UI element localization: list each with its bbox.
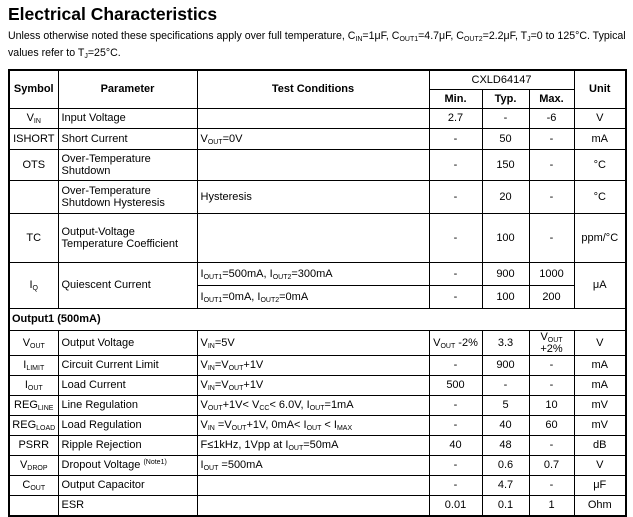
cell-symbol: $V_{DROP}$ bbox=[9, 455, 58, 475]
cell-min: - bbox=[429, 355, 482, 375]
cell-test-condition: $I_{OUT} =500mA$ bbox=[197, 455, 429, 475]
cell-typ: 900 bbox=[482, 262, 529, 285]
cell-test-condition bbox=[197, 149, 429, 180]
cell-parameter: Over-Temperature Shutdown Hysteresis bbox=[58, 180, 197, 213]
table-row bbox=[9, 128, 626, 149]
cell-parameter: Output-Voltage Temperature Coefficient bbox=[58, 213, 197, 262]
cell-max: - bbox=[529, 475, 574, 495]
cell-typ: 50 bbox=[482, 128, 529, 149]
table-row bbox=[9, 180, 626, 213]
cell-test-condition: $I_{OUT1}=0mA$, $I_{OUT2}=0mA$ bbox=[197, 285, 429, 308]
cell-min: 0.01 bbox=[429, 495, 482, 516]
cell-test-condition: $V_{IN}=5V$ bbox=[197, 330, 429, 355]
cell-symbol bbox=[9, 495, 58, 516]
cell-max: - bbox=[529, 128, 574, 149]
col-header-min: Min. bbox=[429, 89, 482, 108]
cell-typ: 900 bbox=[482, 355, 529, 375]
table-row bbox=[9, 149, 626, 180]
cell-typ: 3.3 bbox=[482, 330, 529, 355]
cell-min: - bbox=[429, 128, 482, 149]
cell-test-condition bbox=[197, 495, 429, 516]
table-row bbox=[9, 395, 626, 415]
table-row bbox=[9, 415, 626, 435]
cell-symbol: $V_{OUT}$ bbox=[9, 330, 58, 355]
col-header-max: Max. bbox=[529, 89, 574, 108]
table-row bbox=[9, 495, 626, 516]
cell-min: - bbox=[429, 285, 482, 308]
cell-parameter: Output Voltage bbox=[58, 330, 197, 355]
cell-unit: °C bbox=[574, 180, 626, 213]
cell-unit: Ohm bbox=[574, 495, 626, 516]
cell-min: 500 bbox=[429, 375, 482, 395]
cell-max: - bbox=[529, 180, 574, 213]
table-row-quiescent-1 bbox=[9, 262, 626, 285]
cell-max: 0.7 bbox=[529, 455, 574, 475]
cell-unit: mA bbox=[574, 128, 626, 149]
cell-unit: V bbox=[574, 455, 626, 475]
cell-symbol: $REG_{LINE}$ bbox=[9, 395, 58, 415]
cell-min: $V_{OUT}$ -2% bbox=[429, 330, 482, 355]
cell-unit: dB bbox=[574, 435, 626, 455]
cell-typ: 150 bbox=[482, 149, 529, 180]
cell-symbol: $V_{IN}$ bbox=[9, 108, 58, 128]
cell-symbol: OTS bbox=[9, 149, 58, 180]
col-header-unit: Unit bbox=[574, 70, 626, 108]
cell-parameter: Dropout Voltage $^{(Note1)}$ bbox=[58, 455, 197, 475]
cell-test-condition: $V_{IN} =V_{OUT}+1V$, $0mA< I_{OUT} < I_{MAX}$ bbox=[197, 415, 429, 435]
device-name-header: CXLD64147 bbox=[429, 70, 574, 89]
cell-min: - bbox=[429, 415, 482, 435]
cell-unit: mV bbox=[574, 415, 626, 435]
cell-symbol: $C_{OUT}$ bbox=[9, 475, 58, 495]
cell-max: - bbox=[529, 355, 574, 375]
cell-symbol: TC bbox=[9, 213, 58, 262]
cell-max: 10 bbox=[529, 395, 574, 415]
cell-min: 40 bbox=[429, 435, 482, 455]
page-title: Electrical Characteristics bbox=[8, 4, 218, 24]
table-row bbox=[9, 475, 626, 495]
cell-min: - bbox=[429, 149, 482, 180]
cell-max: 1000 bbox=[529, 262, 574, 285]
cell-parameter: Output Capacitor bbox=[58, 475, 197, 495]
cell-unit: mA bbox=[574, 355, 626, 375]
cell-unit: mV bbox=[574, 395, 626, 415]
cell-parameter: Ripple Rejection bbox=[58, 435, 197, 455]
cell-test-condition: F≤1kHz, 1Vpp at $I_{OUT}=50mA$ bbox=[197, 435, 429, 455]
cell-symbol bbox=[9, 180, 58, 213]
cell-symbol: $I_Q$ bbox=[9, 262, 58, 308]
table-row bbox=[9, 355, 626, 375]
cell-min: - bbox=[429, 262, 482, 285]
cell-parameter: ESR bbox=[58, 495, 197, 516]
cell-min: - bbox=[429, 395, 482, 415]
cell-min: - bbox=[429, 475, 482, 495]
cell-max: - bbox=[529, 149, 574, 180]
cell-min: - bbox=[429, 180, 482, 213]
cell-max: - bbox=[529, 435, 574, 455]
cell-unit: μF bbox=[574, 475, 626, 495]
cell-typ: 20 bbox=[482, 180, 529, 213]
cell-symbol: $REG_{LOAD}$ bbox=[9, 415, 58, 435]
table-row bbox=[9, 375, 626, 395]
cell-typ: 100 bbox=[482, 285, 529, 308]
cell-parameter: Input Voltage bbox=[58, 108, 197, 128]
cell-test-condition: $I_{OUT1}=500mA$, $I_{OUT2}=300mA$ bbox=[197, 262, 429, 285]
page-description: Unless otherwise noted these specifications apply over full temperature, $C_{IN}=1\mu F$, $C_{OUT1}=4.7\mu F$, $C_{OUT2}=2.2\mu F$, $T_J=0$ to 125°C. Typical values refer to $T_J=25^\circ C$. bbox=[8, 30, 626, 60]
cell-typ: 100 bbox=[482, 213, 529, 262]
cell-symbol: $I_{OUT}$ bbox=[9, 375, 58, 395]
cell-max: -6 bbox=[529, 108, 574, 128]
cell-parameter: Quiescent Current bbox=[58, 262, 197, 308]
table-row bbox=[9, 213, 626, 262]
cell-unit: V bbox=[574, 108, 626, 128]
cell-max: - bbox=[529, 213, 574, 262]
cell-parameter: Load Current bbox=[58, 375, 197, 395]
cell-unit: ppm/°C bbox=[574, 213, 626, 262]
cell-symbol: $I_{LIMIT}$ bbox=[9, 355, 58, 375]
cell-symbol: ISHORT bbox=[9, 128, 58, 149]
cell-typ: 0.6 bbox=[482, 455, 529, 475]
cell-test-condition bbox=[197, 475, 429, 495]
cell-parameter: Circuit Current Limit bbox=[58, 355, 197, 375]
col-header-test-conditions: Test Conditions bbox=[197, 70, 429, 108]
section-header-output1: Output1 (500mA) bbox=[9, 308, 626, 330]
electrical-characteristics-table bbox=[8, 69, 627, 517]
cell-max: 1 bbox=[529, 495, 574, 516]
col-header-typ: Typ. bbox=[482, 89, 529, 108]
cell-max: 200 bbox=[529, 285, 574, 308]
table-row bbox=[9, 330, 626, 355]
cell-min: 2.7 bbox=[429, 108, 482, 128]
cell-typ: 4.7 bbox=[482, 475, 529, 495]
cell-parameter: Short Current bbox=[58, 128, 197, 149]
cell-min: - bbox=[429, 213, 482, 262]
section-header-row bbox=[9, 308, 626, 330]
cell-unit: V bbox=[574, 330, 626, 355]
cell-symbol: PSRR bbox=[9, 435, 58, 455]
cell-parameter: Load Regulation bbox=[58, 415, 197, 435]
cell-min: - bbox=[429, 455, 482, 475]
table-row bbox=[9, 435, 626, 455]
cell-unit: mA bbox=[574, 375, 626, 395]
col-header-symbol: Symbol bbox=[9, 70, 58, 108]
table-row bbox=[9, 455, 626, 475]
cell-unit: μA bbox=[574, 262, 626, 308]
cell-typ: - bbox=[482, 375, 529, 395]
cell-max: - bbox=[529, 375, 574, 395]
table-row bbox=[9, 108, 626, 128]
cell-test-condition: $V_{OUT}=0V$ bbox=[197, 128, 429, 149]
cell-unit: °C bbox=[574, 149, 626, 180]
cell-test-condition bbox=[197, 213, 429, 262]
cell-typ: 48 bbox=[482, 435, 529, 455]
cell-max: $V_{OUT} +2\%$ bbox=[529, 330, 574, 355]
cell-max: 60 bbox=[529, 415, 574, 435]
cell-parameter: Line Regulation bbox=[58, 395, 197, 415]
cell-test-condition: $V_{IN}=V_{OUT}+1V$ bbox=[197, 375, 429, 395]
cell-test-condition: $V_{IN}=V_{OUT}+1V$ bbox=[197, 355, 429, 375]
cell-test-condition: $V_{OUT}+1V< V_{CC}< 6.0V$, $I_{OUT}=1mA$ bbox=[197, 395, 429, 415]
col-header-parameter: Parameter bbox=[58, 70, 197, 108]
table-header-row-1 bbox=[9, 70, 626, 89]
cell-typ: - bbox=[482, 108, 529, 128]
cell-typ: 40 bbox=[482, 415, 529, 435]
cell-typ: 5 bbox=[482, 395, 529, 415]
cell-test-condition: Hysteresis bbox=[197, 180, 429, 213]
cell-test-condition bbox=[197, 108, 429, 128]
cell-parameter: Over-Temperature Shutdown bbox=[58, 149, 197, 180]
cell-typ: 0.1 bbox=[482, 495, 529, 516]
